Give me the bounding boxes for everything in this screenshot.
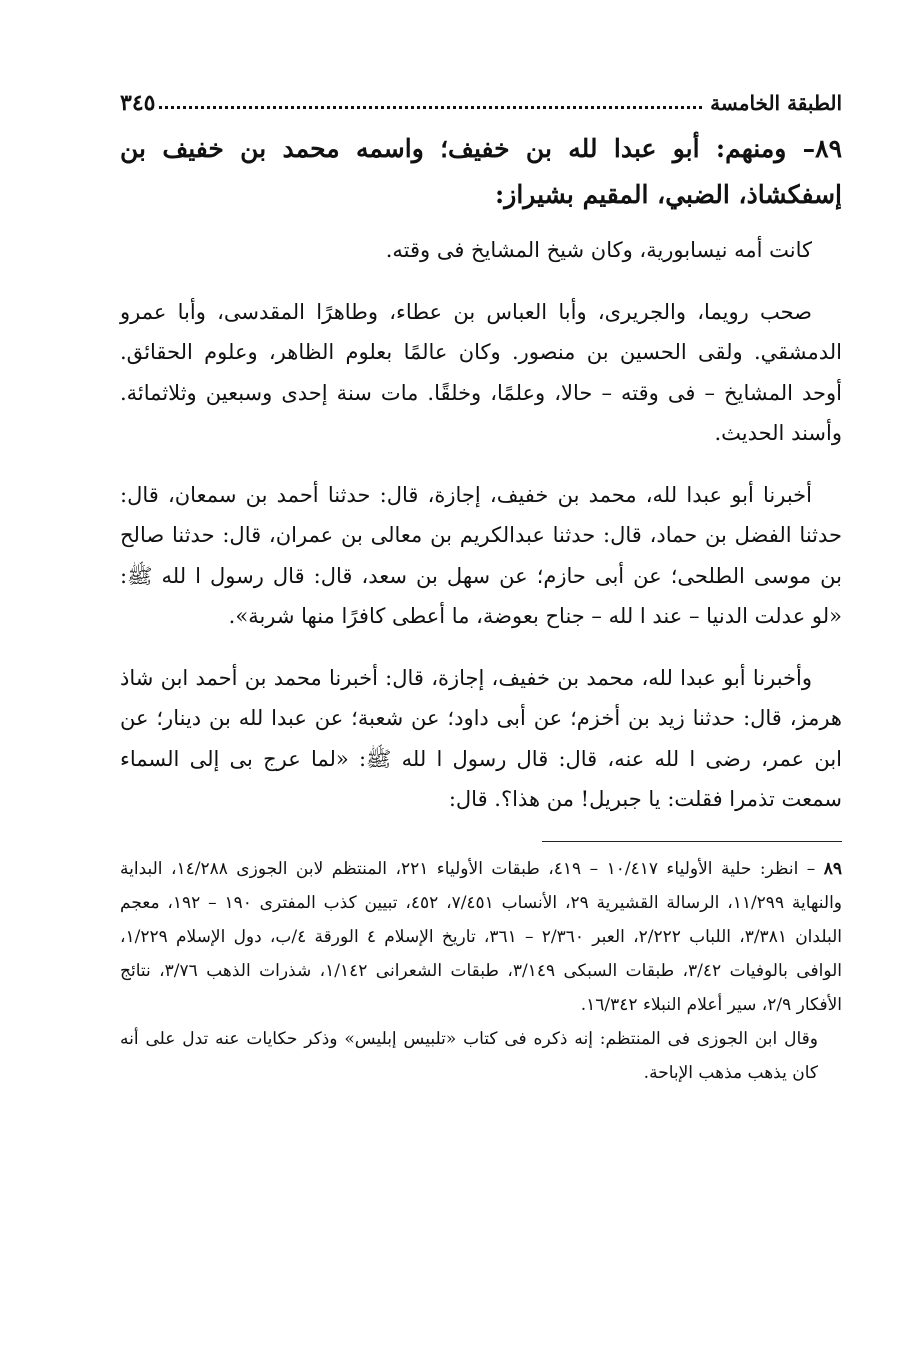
book-page (120, 82, 842, 1332)
footnote-extra: وقال ابن الجوزى فى المنتظم: إنه ذكره فى كتاب «تلبيس إبليس» وذكر حكايات عنه تدل على أنه كان يذهب مذهب الإباحة. (120, 1028, 818, 1083)
running-head-title: الطبقة الخامسة (710, 91, 842, 115)
entry-heading: ٨٩– ومنهم: أبو عبدا لله بن خفيف؛ واسمه محمد بن خفيف بن إسفكشاذ، الضبي، المقيم بشيراز: (120, 134, 842, 209)
paragraph-2: صحب رويما، والجريرى، وأبا العباس بن عطاء، وطاهرًا المقدسى، وأبا عمرو الدمشقي. ولقى الحسين بن منصور. وكان عالمًا بعلوم الظاهر، وعلوم الحقائق. أوحد المشايخ – فى وقته – حالا، وعلمًا، وخلقًا. مات سنة إحدى وسبعين وثلاثمائة. وأسند الحديث. (120, 299, 842, 445)
footnote-number: ٨٩ (823, 858, 842, 879)
footnote-separator (542, 841, 842, 842)
paragraph-1: كانت أمه نيسابورية، وكان شيخ المشايخ فى وقته. (385, 238, 812, 262)
footnote-text: – انظر: حلية الأولياء ١٠/٤١٧ – ٤١٩، طبقات الأولياء ٢٢١، المنتظم لابن الجوزى ١٤/٢٨٨، البداية والنهاية ١١/٢٩٩، الرسالة القشيرية ٢٩، الأنساب ٧/٤٥١، ٤٥٢، تبيين كذب المفترى ١٩٠ – ١٩٢، معجم البلدان ٣/٣٨١، اللباب ٢/٢٢٢، العبر ٢/٣٦٠ – ٣٦١، تاريخ الإسلام ٤ الورقة ٤/ب، دول الإسلام ١/٢٢٩، الوافى بالوفيات ٣/٤٢، طبقات السبكى ٣/١٤٩، طبقات الشعرانى ١/١٤٢، شذرات الذهب ٣/٧٦، نتائج الأفكار ٢/٩، سير أعلام النبلاء ١٦/٣٤٢. (120, 858, 843, 1015)
paragraph-3: أخبرنا أبو عبدا لله، محمد بن خفيف، إجازة، قال: حدثنا أحمد بن سمعان، قال: حدثنا الفضل بن حماد، قال: حدثنا عبدالكريم بن معالى بن عمران، قال: حدثنا صالح بن موسى الطلحى؛ عن أبى حازم؛ عن سهل بن سعد، قال: قال رسول ا لله ﷺ: «لو عدلت الدنيا – عند ا لله – جناح بعوضة، ما أعطى كافرًا منها شربة». (120, 482, 842, 628)
running-head (120, 82, 842, 116)
footnote (120, 852, 842, 1022)
leader-dots (159, 106, 702, 109)
paragraph-4: وأخبرنا أبو عبدا لله، محمد بن خفيف، إجازة، قال: أخبرنا محمد بن أحمد ابن شاذ هرمز، قال: حدثنا زيد بن أخزم؛ عن أبى داود؛ عن شعبة؛ عن عبدا لله بن دينار؛ عن ابن عمر، رضى ا لله عنه، قال: قال رسول ا لله ﷺ: «لما عرج بى إلى السماء سمعت تذمرا فقلت: يا جبريل! من هذا؟. قال: (120, 665, 842, 811)
page-number: ٣٤٥ (120, 90, 156, 116)
